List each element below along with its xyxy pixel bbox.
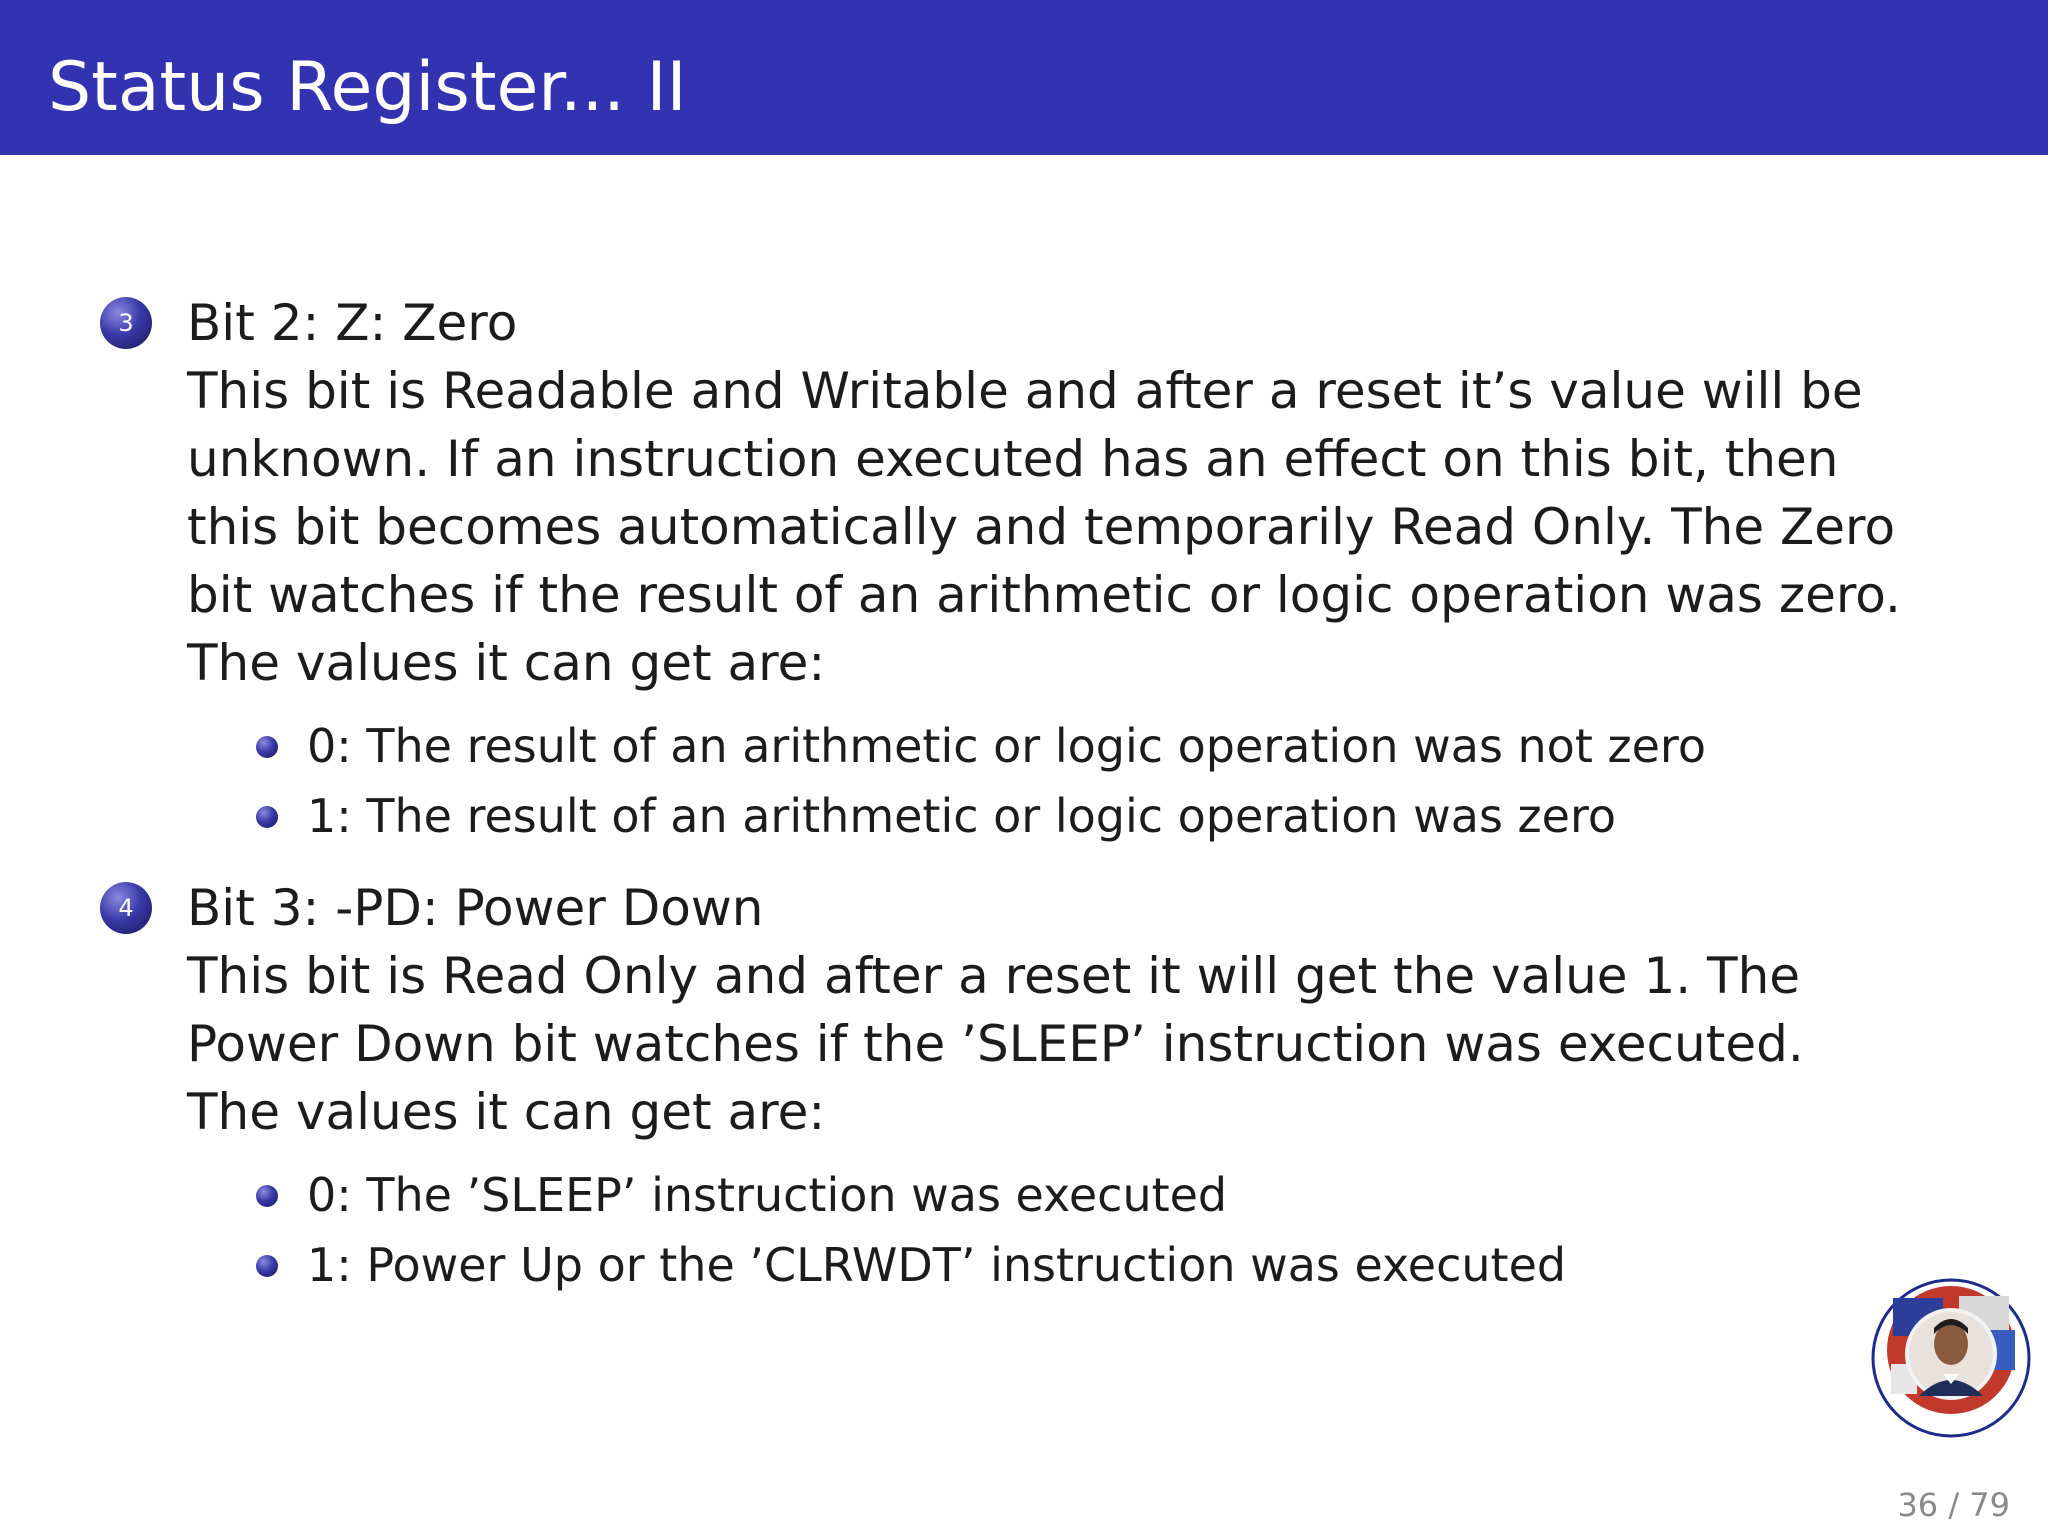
bullet-dot-icon [256,1185,278,1207]
item-number-badge: 4 [100,882,152,934]
sub-item-text: 1: Power Up or the ’CLRWDT’ instruction was executed [307,1238,1567,1292]
sub-item-text: 0: The result of an arithmetic or logic operation was not zero [307,719,1706,773]
item-paragraph [187,357,1901,697]
item-paragraph [187,942,1804,1146]
page-number: 36 / 79 [1897,1486,2010,1524]
sub-item-text: 1: The result of an arithmetic or logic operation was zero [307,789,1617,843]
bullet-dot-icon [256,1255,278,1277]
item-heading: Bit 3: -PD: Power Down [187,879,764,937]
paragraph-line: bit watches if the result of an arithmetic or logic operation was zero. [187,566,1901,624]
slide-title: Status Register... II [48,48,687,127]
item-heading: Bit 2: Z: Zero [187,294,518,352]
item-number-badge: 3 [100,297,152,349]
sub-item-text: 0: The ’SLEEP’ instruction was executed [307,1168,1228,1222]
bullet-dot-icon [256,736,278,758]
paragraph-line: This bit is Readable and Writable and after a reset it’s value will be [187,362,1863,420]
paragraph-line: this bit becomes automatically and temporarily Read Only. The Zero [187,498,1896,556]
paragraph-line: The values it can get are: [187,634,826,692]
bullet-dot-icon [256,806,278,828]
paragraph-line: Power Down bit watches if the ’SLEEP’ instruction was executed. [187,1015,1804,1073]
paragraph-line: unknown. If an instruction executed has an effect on this bit, then [187,430,1839,488]
academy-logo [1871,1278,2031,1438]
academy-logo-icon [1871,1278,2031,1438]
slide-header [0,0,2048,155]
paragraph-line: The values it can get are: [187,1083,826,1141]
paragraph-line: This bit is Read Only and after a reset it will get the value 1. The [187,947,1801,1005]
